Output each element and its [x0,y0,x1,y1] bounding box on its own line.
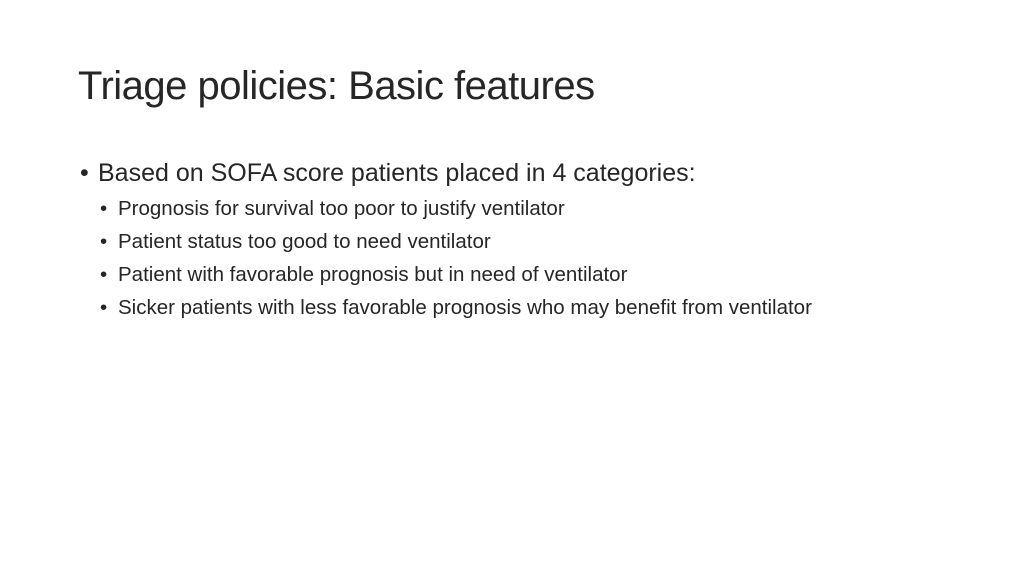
sub-bullet-item [80,192,980,225]
bullet-dot-icon: • [100,296,108,319]
bullet-dot-icon: • [80,159,89,187]
sub-bullet-text: Prognosis for survival too poor to justify ventilator [118,197,565,220]
bullet-dot-icon: • [100,263,108,286]
bullet-dot-icon: • [100,230,108,253]
sub-bullet-text: Patient with favorable prognosis but in need of ventilator [118,263,628,286]
sub-bullet-item [80,291,980,324]
sub-bullet-container [80,192,980,324]
main-bullet-text: Based on SOFA score patients placed in 4 categories: [98,159,696,187]
bullet-dot-icon: • [100,197,108,220]
sub-bullet-item [80,258,980,291]
sub-bullet-item [80,225,980,258]
sub-bullet-text: Sicker patients with less favorable prognosis who may benefit from ventilator [118,296,812,319]
slide-title: Triage policies: Basic features [78,64,595,108]
main-bullet [80,156,980,190]
sub-bullet-text: Patient status too good to need ventilator [118,230,491,253]
bullet-list [80,156,980,324]
sub-bullet-list [80,192,980,324]
